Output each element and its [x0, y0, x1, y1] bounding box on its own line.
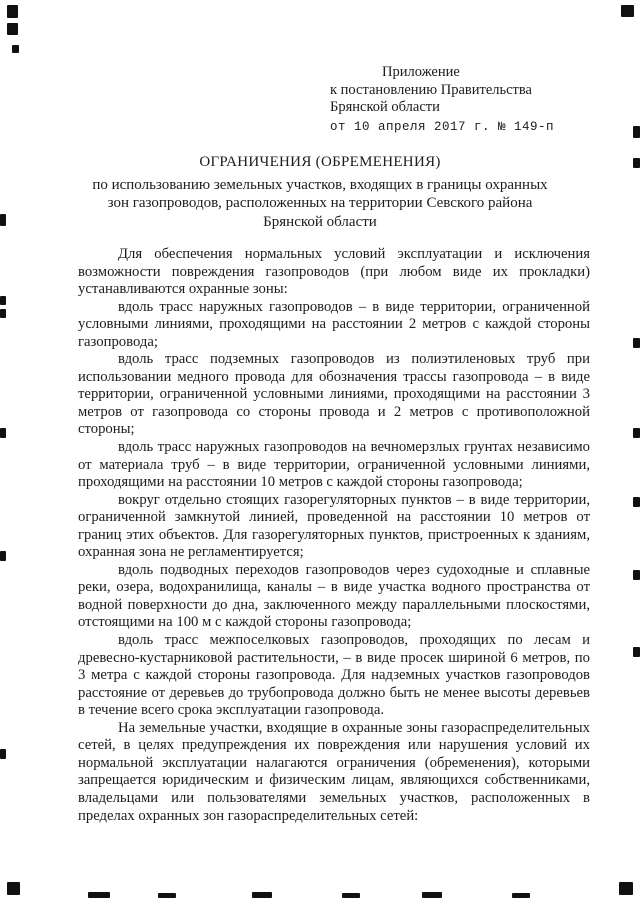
scan-artifact [621, 5, 634, 17]
paragraph: вдоль трасс наружных газопроводов на вечномерзлых грунтах независимо от материала труб – в виде территории, ограниченной условными линиями, проходящими на расстоянии 10 метров с каждой стороны газопровода; [78, 439, 590, 491]
paragraph: вдоль подводных переходов газопроводов через судоходные и сплавные реки, озера, водохранилища, каналы – в виде участка водного пространства от водной поверхности до дна, заключенного между параллельными плоскостями, отстоящими на 100 м с каждой стороны газопровода; [78, 561, 590, 631]
scan-artifact [0, 214, 6, 226]
scan-artifact [7, 882, 20, 895]
scan-artifact [633, 647, 640, 657]
scan-artifact [633, 570, 640, 580]
header-date-line: от 10 апреля 2017 г. № 149-п [330, 119, 555, 134]
paragraph: вдоль трасс подземных газопроводов из полиэтиленовых труб при использовании медного провода для обозначения трассы газопровода – в виде территории, ограниченной условными линиями, проходящими на расстоянии 3 метров от газопровода со стороны провода и 2 метров с противоположной стороны; [78, 351, 590, 438]
scan-artifact [7, 5, 18, 18]
scan-artifact [633, 428, 640, 438]
scan-artifact [0, 428, 6, 438]
scan-artifact [0, 749, 6, 759]
scan-artifact [0, 551, 6, 561]
scan-artifact [158, 893, 176, 898]
scan-artifact [12, 45, 19, 53]
scan-artifact [633, 338, 640, 348]
header-line-appendix: Приложение [382, 64, 460, 80]
scan-artifact [422, 892, 442, 898]
scan-artifact [512, 893, 530, 898]
paragraph: вокруг отдельно стоящих газорегуляторных пунктов – в виде территории, ограниченной замкнутой линией, проведенной на расстоянии 10 метров от границ этих объектов. Для газорегуляторных пунктов, пристроенных к зданиям, охранная зона не регламентируется; [78, 491, 590, 561]
document-header [330, 64, 580, 136]
document-title [64, 153, 576, 231]
title-heading: ОГРАНИЧЕНИЯ (ОБРЕМЕНЕНИЯ) [199, 154, 441, 170]
header-line-decree: к постановлению Правительства [330, 81, 532, 98]
paragraph: На земельные участки, входящие в охранные зоны газораспределительных сетей, в целях предупреждения их повреждения или нарушения условий их нормальной эксплуатации налагаются ограничения (обременения), которыми запрещается юридическим и физическим лицам, являющихся собственниками, владельцами или пользователями земельных участков, расположенных в пределах охранных зон газораспределительных сетей: [78, 719, 590, 824]
title-subtitle: по использованию земельных участков, входящих в границы охранных зон газопроводов, расположенных на территории Севского района Брянской области [92, 176, 548, 230]
scan-artifact [0, 296, 6, 305]
paragraph: Для обеспечения нормальных условий эксплуатации и исключения возможности повреждения газопроводов (при любом виде их прокладки) устанавливаются охранные зоны: [78, 246, 590, 298]
scan-artifact [0, 309, 6, 318]
header-line-region: Брянской области [330, 99, 440, 115]
scan-artifact [633, 497, 640, 507]
scan-artifact [633, 126, 640, 138]
scan-artifact [7, 23, 18, 35]
paragraph: вдоль трасс наружных газопроводов – в виде территории, ограниченной условными линиями, проходящими на расстоянии 2 метров с каждой стороны газопровода; [78, 298, 590, 350]
scan-artifact [619, 882, 633, 895]
scan-artifact [252, 892, 272, 898]
scan-artifact [633, 158, 640, 168]
paragraph: вдоль трасс межпоселковых газопроводов, проходящих по лесам и древесно-кустарниковой растительности, – в виде просек шириной 6 метров, по 3 метра с каждой стороны газопровода. Для надземных участков газопроводов расстояние от деревьев до трубопровода должно быть не менее высоты деревьев в течение всего срока эксплуатации газопровода. [78, 632, 590, 719]
document-body [78, 246, 590, 825]
scan-artifact [342, 893, 360, 898]
scan-artifact [88, 892, 110, 898]
